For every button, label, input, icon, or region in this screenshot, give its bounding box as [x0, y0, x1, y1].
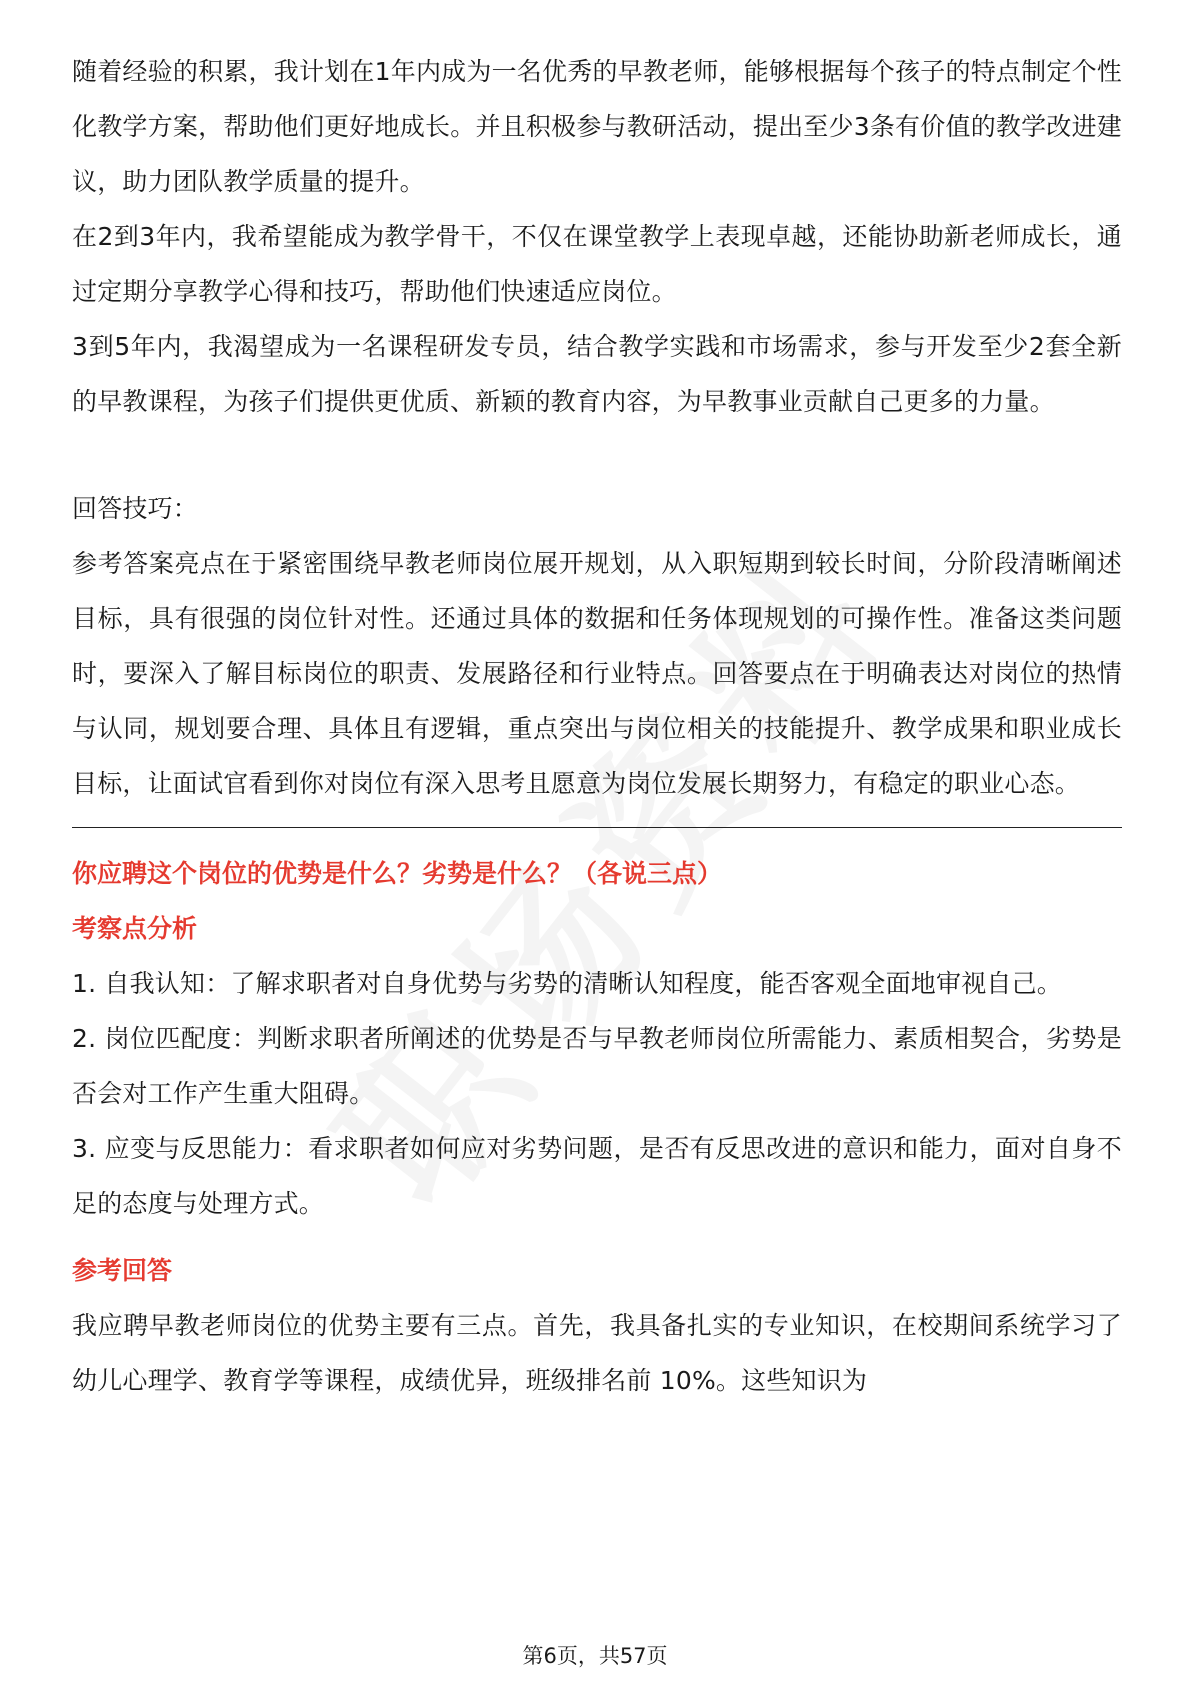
analysis-heading: 考察点分析: [72, 914, 198, 943]
question-title: 你应聘这个岗位的优势是什么？劣势是什么？（各说三点）: [72, 859, 723, 888]
analysis-point-2: 2. 岗位匹配度：判断求职者所阐述的优势是否与早教老师岗位所需能力、素质相契合，劣势是否会对工作产生重大阻碍。: [72, 1024, 1122, 1108]
spacer: [72, 429, 1122, 481]
analysis-point-3: 3. 应变与反思能力：看求职者如何应对劣势问题，是否有反思改进的意识和能力，面对自身不足的态度与处理方式。: [72, 1134, 1122, 1218]
spacer: [72, 1231, 1122, 1243]
intro-paragraph-2: 在2到3年内，我希望能成为教学骨干，不仅在课堂教学上表现卓越，还能协助新老师成长，通过定期分享教学心得和技巧，帮助他们快速适应岗位。: [72, 222, 1122, 306]
answer-heading: 参考回答: [72, 1256, 173, 1285]
intro-paragraph-1: 随着经验的积累，我计划在1年内成为一名优秀的早教老师，能够根据每个孩子的特点制定个性化教学方案，帮助他们更好地成长。并且积极参与教研活动，提出至少3条有价值的教学改进建议，助力团队教学质量的提升。: [72, 57, 1122, 196]
page-content: [72, 44, 1122, 1408]
intro-paragraph-3: 3到5年内，我渴望成为一名课程研发专员，结合教学实践和市场需求，参与开发至少2套全新的早教课程，为孩子们提供更优质、新颖的教育内容，为早教事业贡献自己更多的力量。: [72, 332, 1122, 416]
analysis-point-1: 1. 自我认知：了解求职者对自身优势与劣势的清晰认知程度，能否客观全面地审视自己。: [72, 969, 1063, 998]
tips-body: 参考答案亮点在于紧密围绕早教老师岗位展开规划，从入职短期到较长时间，分阶段清晰阐述目标，具有很强的岗位针对性。还通过具体的数据和任务体现规划的可操作性。准备这类问题时，要深入了解目标岗位的职责、发展路径和行业特点。回答要点在于明确表达对岗位的热情与认同，规划要合理、具体且有逻辑，重点突出与岗位相关的技能提升、教学成果和职业成长目标，让面试官看到你对岗位有深入思考且愿意为岗位发展长期努力，有稳定的职业心态。: [72, 549, 1122, 798]
page-footer: 第6页，共57页: [522, 1644, 668, 1668]
answer-body: 我应聘早教老师岗位的优势主要有三点。首先，我具备扎实的专业知识，在校期间系统学习了幼儿心理学、教育学等课程，成绩优异，班级排名前 10%。这些知识为: [72, 1311, 1122, 1395]
section-divider: [72, 827, 1122, 828]
tips-heading: 回答技巧：: [72, 494, 199, 523]
